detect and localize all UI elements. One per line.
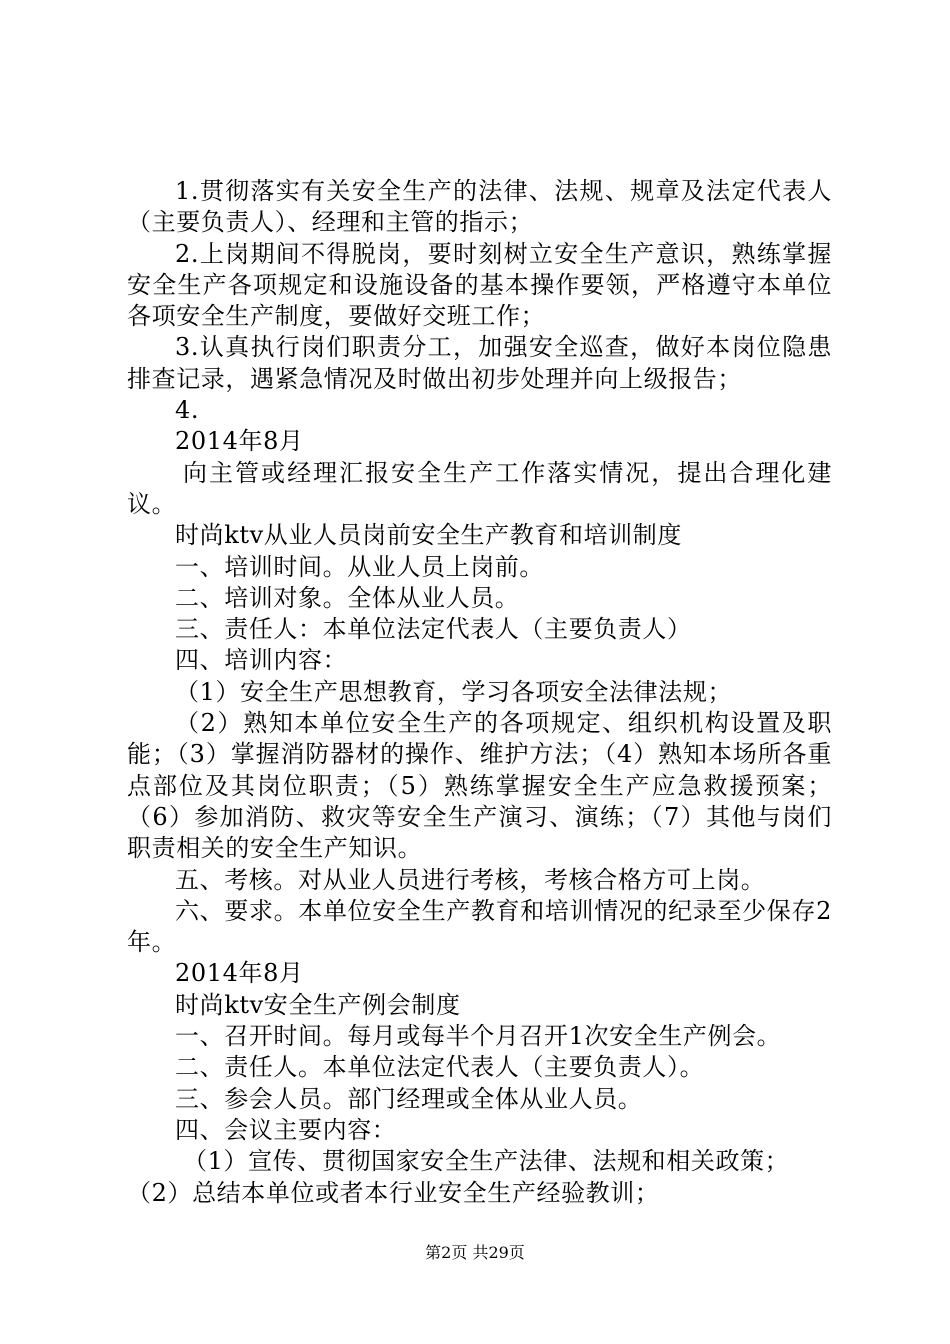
paragraph: 二、责任人。本单位法定代表人（主要负责人）。	[175, 1053, 705, 1082]
list-item: （1）宣传、贯彻国家安全生产法律、法规和相关政策；	[183, 1147, 790, 1176]
paragraph: 五、考核。对从业人员进行考核，考核合格方可上岗。	[175, 865, 766, 894]
paragraph: 向主管或经理汇报安全生产工作落实情况，提出合理化建议。	[127, 458, 832, 518]
paragraph: 3.认真执行岗们职责分工，加强安全巡查，做好本岗位隐患排查记录，遇紧急情况及时做出初步处理并向上级报告；	[127, 333, 832, 393]
paragraph: 一、召开时间。每月或每半个月召开1次安全生产例会。	[175, 1022, 782, 1051]
document-body	[127, 176, 832, 1209]
paragraph: 三、参会人员。部门经理或全体从业人员。	[175, 1084, 643, 1113]
date-line: 2014年8月	[175, 959, 304, 988]
list-item: （2）熟知本单位安全生产的各项规定、组织机构设置及职能；（3）掌握消防器材的操作、维护方法；（4）熟知本场所各重点部位及其岗位职责；（5）熟练掌握安全生产应急救援预案；（6）参加消防、救灾等安全生产演习、演练；（7）其他与岗们职责相关的安全生产知识。	[127, 709, 832, 863]
date-line: 2014年8月	[175, 427, 304, 456]
paragraph: 四、会议主要内容：	[175, 1115, 397, 1144]
paragraph: 三、责任人：本单位法定代表人（主要负责人）	[175, 615, 692, 644]
paragraph: 2.上岗期间不得脱岗，要时刻树立安全生产意识，熟练掌握安全生产各项规定和设施设备的基本操作要领，严格遵守本单位各项安全生产制度，要做好交班工作；	[127, 239, 832, 331]
paragraph: 1.贯彻落实有关安全生产的法律、法规、规章及法定代表人（主要负责人）、经理和主管的指示；	[127, 177, 832, 237]
page-footer: 第2页 共29页	[425, 1243, 525, 1262]
section-title: 时尚ktv安全生产例会制度	[175, 990, 461, 1019]
paragraph: 二、培训对象。全体从业人员。	[175, 583, 520, 612]
paragraph: 一、培训时间。从业人员上岗前。	[175, 552, 544, 581]
paragraph: 4.	[175, 396, 200, 425]
list-item: （1）安全生产思想教育，学习各项安全法律法规；	[175, 677, 733, 706]
section-title: 时尚ktv从业人员岗前安全生产教育和培训制度	[175, 521, 682, 550]
paragraph: 四、培训内容：	[175, 646, 348, 675]
paragraph: 六、要求。本单位安全生产教育和培训情况的纪录至少保存2年。	[127, 896, 832, 957]
list-item: （2）总结本单位或者本行业安全生产经验教训；	[127, 1178, 660, 1207]
